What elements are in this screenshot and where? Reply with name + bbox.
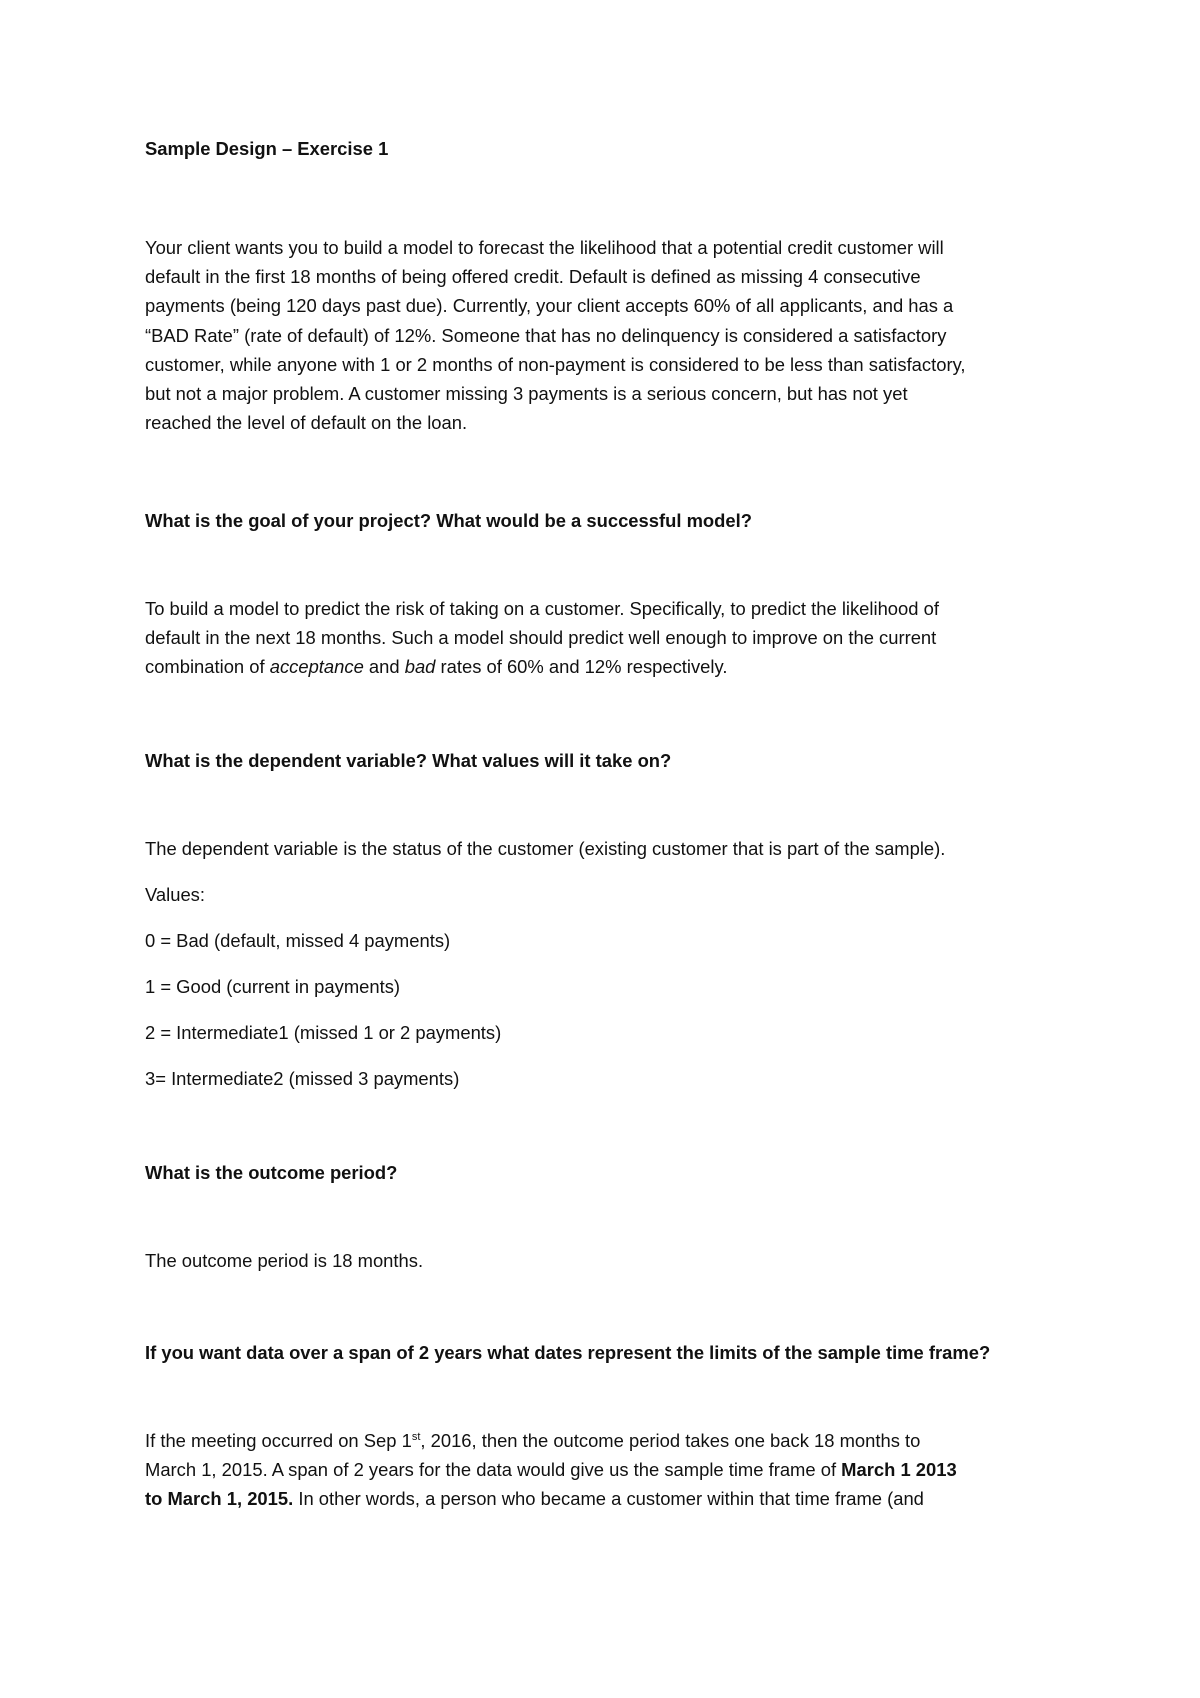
intro-paragraph — [145, 233, 1085, 437]
question-sample-time-frame: If you want data over a span of 2 years what dates represent the limits of the sample time frame? — [145, 1342, 991, 1363]
answer-goal-emphasis: bad — [404, 656, 436, 678]
answer-goal-text: and — [363, 656, 405, 678]
answer-goal-line: To build a model to predict the risk of taking on a customer. Specifically, to predict the likelihood of — [145, 598, 939, 619]
intro-line: default in the first 18 months of being offered credit. Default is defined as missing 4 consecutive — [145, 266, 921, 288]
answer-goal-text: combination of — [145, 656, 270, 678]
answer-time-frame-bold: to March 1, 2015. — [145, 1488, 294, 1510]
answer-time-frame-line — [145, 1455, 1085, 1484]
document-title: Sample Design – Exercise 1 — [145, 138, 389, 159]
answer-goal-emphasis: acceptance — [269, 656, 364, 678]
answer-time-frame-line — [145, 1484, 1085, 1513]
intro-line: Your client wants you to build a model to forecast the likelihood that a potential credit customer will — [145, 237, 944, 258]
answer-sample-time-frame — [145, 1426, 1085, 1514]
intro-line: but not a major problem. A customer missing 3 payments is a serious concern, but has not yet — [145, 383, 908, 405]
answer-time-frame-text: If the meeting occurred on Sep 1 — [145, 1430, 412, 1451]
answer-goal-line: default in the next 18 months. Such a model should predict well enough to improve on the current — [145, 627, 937, 649]
value-item: 3= Intermediate2 (missed 3 payments) — [145, 1068, 460, 1089]
answer-time-frame-text: March 1, 2015. A span of 2 years for the data would give us the sample time frame of — [145, 1459, 842, 1481]
question-dependent-variable: What is the dependent variable? What values will it take on? — [145, 750, 672, 771]
dependent-variable-statement: The dependent variable is the status of the customer (existing customer that is part of the sample). — [145, 838, 946, 859]
value-item: 2 = Intermediate1 (missed 1 or 2 payments) — [145, 1022, 502, 1043]
intro-line: reached the level of default on the loan. — [145, 412, 468, 434]
values-label: Values: — [145, 884, 205, 905]
answer-goal-text: rates of 60% and 12% respectively. — [435, 656, 728, 678]
value-item: 0 = Bad (default, missed 4 payments) — [145, 930, 451, 951]
answer-goal-line — [145, 652, 1085, 681]
answer-time-frame-line — [145, 1426, 1085, 1455]
answer-time-frame-text: In other words, a person who became a customer within that time frame (and — [293, 1488, 924, 1510]
answer-time-frame-text: , 2016, then the outcome period takes one back 18 months to — [420, 1430, 921, 1451]
answer-outcome-period: The outcome period is 18 months. — [145, 1250, 424, 1271]
ordinal-suffix: st — [411, 1430, 421, 1443]
question-outcome-period: What is the outcome period? — [145, 1162, 398, 1183]
intro-line: “BAD Rate” (rate of default) of 12%. Someone that has no delinquency is considered a satisfactory — [145, 324, 947, 346]
intro-line: payments (being 120 days past due). Currently, your client accepts 60% of all applicants, and has a — [145, 295, 954, 317]
answer-time-frame-bold: March 1 2013 — [841, 1459, 957, 1481]
intro-line: customer, while anyone with 1 or 2 months of non-payment is considered to be less than satisfactory, — [145, 353, 966, 375]
question-goal: What is the goal of your project? What would be a successful model? — [145, 510, 752, 531]
value-item: 1 = Good (current in payments) — [145, 976, 401, 997]
answer-goal — [145, 594, 1085, 682]
